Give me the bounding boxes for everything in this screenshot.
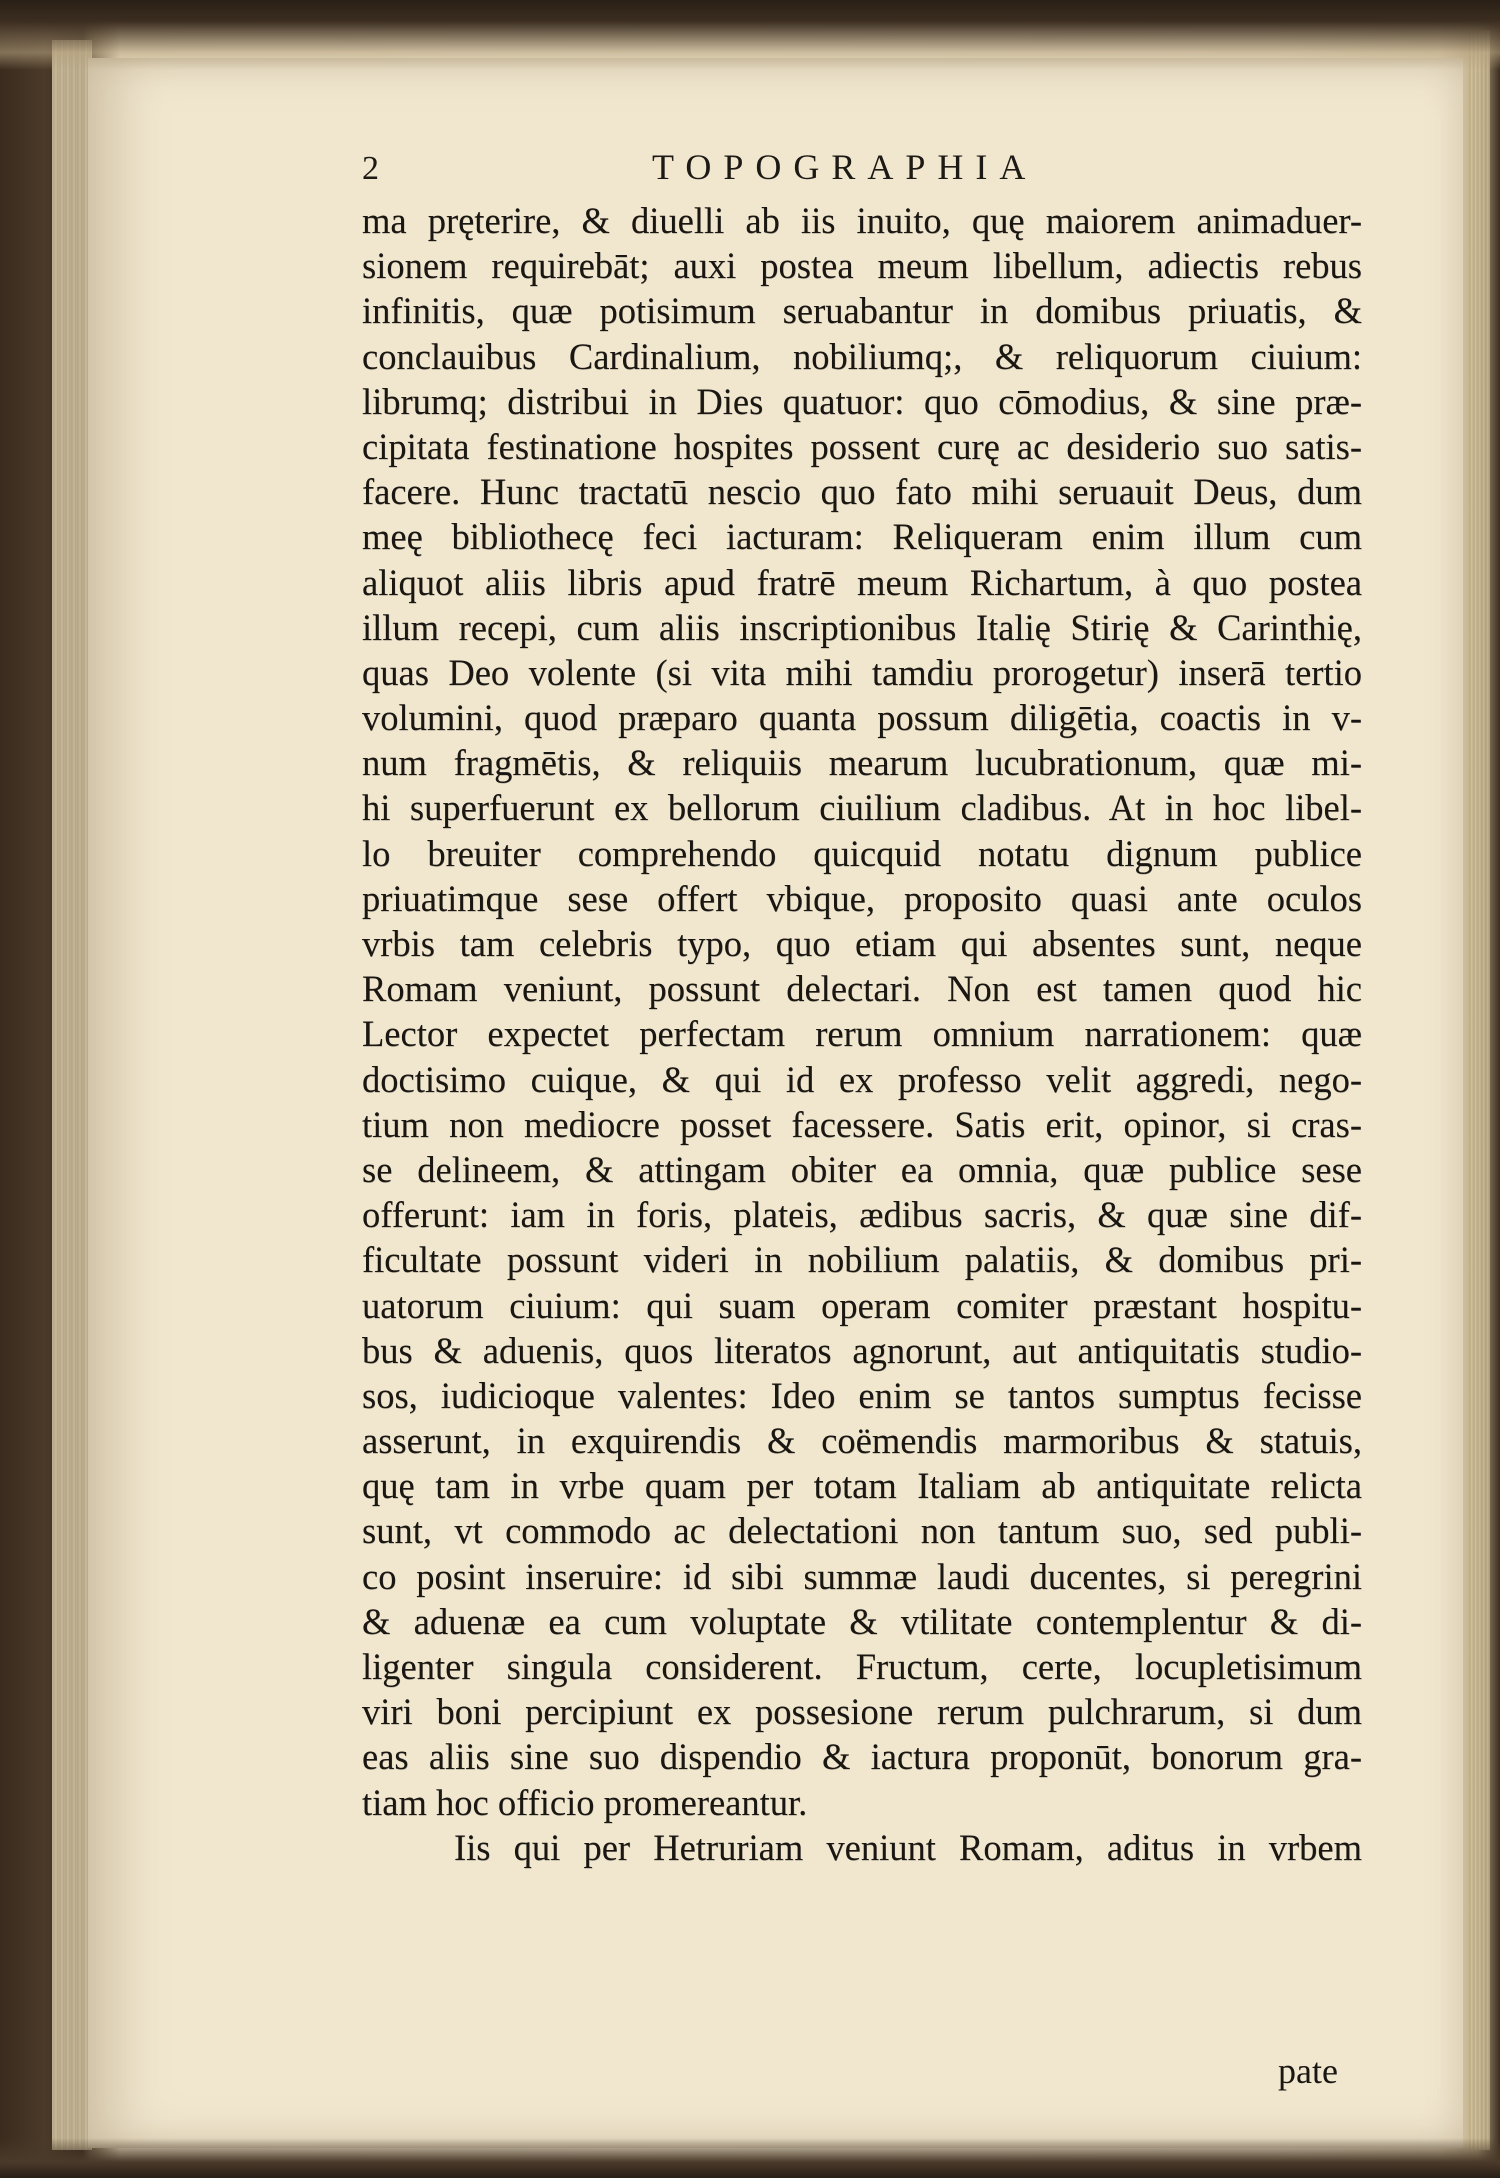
text-line: conclauibus Cardinalium, nobiliumq;, & reliquorum ciuium: (362, 335, 1362, 377)
text-line: librumq; distribui in Dies quatuor: quo cōmodius, & sine præ- (362, 380, 1362, 422)
binding-shadow-bottom (0, 2138, 1500, 2178)
text-line: cipitata festinatione hospites possent curę ac desiderio suo satis- (362, 425, 1362, 467)
text-line: num fragmētis, & reliquiis mearum lucubrationum, quæ mi- (362, 742, 1362, 784)
text-line: tium non mediocre posset facessere. Satis erit, opinor, si cras- (362, 1103, 1362, 1145)
text-line: Romam veniunt, possunt delectari. Non est tamen quod hic (362, 968, 1362, 1010)
body-text (362, 198, 1362, 1870)
text-line: asserunt, in exquirendis & coëmendis marmoribus & statuis, (362, 1420, 1362, 1462)
text-line: ligenter singula considerent. Fructum, certe, locupletisimum (362, 1646, 1362, 1687)
text-line-paragraph-start: Iis qui per Hetruriam veniunt Romam, aditus in vrbem (454, 1826, 1362, 1868)
text-line: aliquot aliis libris apud fratrē meum Richartum, à quo postea (362, 561, 1362, 603)
running-head: TOPOGRAPHIA (652, 147, 1038, 187)
text-line: viri boni percipiunt ex possesione rerum pulchrarum, si dum (362, 1691, 1362, 1733)
text-line-paragraph-end: tiam hoc officio promereantur. (362, 1781, 808, 1823)
text-line: uatorum ciuium: qui suam operam comiter præstant hospitu- (362, 1284, 1362, 1326)
text-line: meę bibliothecę feci iacturam: Reliqueram enim illum cum (362, 516, 1362, 558)
text-line: sos, iudicioque valentes: Ideo enim se tantos sumptus fecisse (362, 1374, 1362, 1416)
text-line: quę tam in vrbe quam per totam Italiam ab antiquitate relicta (362, 1465, 1362, 1507)
text-line: facere. Hunc tractatū nescio quo fato mihi seruauit Deus, dum (362, 471, 1362, 513)
text-line: eas aliis sine suo dispendio & iactura proponūt, bonorum gra- (362, 1736, 1362, 1778)
text-line: Lector expectet perfectam rerum omnium narrationem: quæ (362, 1013, 1362, 1055)
text-line: illum recepi, cum aliis inscriptionibus Italię Stirię & Carinthię, (362, 606, 1362, 648)
text-line: sionem requirebāt; auxi postea meum libellum, adiectis rebus (362, 245, 1362, 287)
text-line: volumini, quod præparo quanta possum diligētia, coactis in v- (362, 697, 1362, 739)
binding-shadow-top (0, 0, 1500, 70)
text-line: bus & aduenis, quos literatos agnorunt, aut antiquitatis studio- (362, 1329, 1362, 1371)
catchword: pate (1278, 2051, 1338, 2091)
text-line: doctisimo cuique, & qui id ex professo velit aggredi, nego- (362, 1058, 1362, 1100)
text-line: lo breuiter comprehendo quicquid notatu dignum publice (362, 832, 1362, 874)
page-number: 2 (362, 150, 379, 187)
text-line: se delineem, & attingam obiter ea omnia, quæ publice sese (362, 1148, 1362, 1190)
text-line: priuatimque sese offert vbique, proposito quasi ante oculos (362, 877, 1362, 919)
page-edges-left (52, 40, 92, 2150)
text-line: ficultate possunt videri in nobilium palatiis, & domibus pri- (362, 1239, 1362, 1281)
text-line: ma pręterire, & diuelli ab iis inuito, quę maiorem animaduer- (362, 200, 1362, 241)
text-line: sunt, vt commodo ac delectationi non tantum suo, sed publi- (362, 1510, 1362, 1552)
text-line: hi superfuerunt ex bellorum ciuilium cladibus. At in hoc libel- (362, 787, 1362, 829)
text-line: infinitis, quæ potisimum seruabantur in domibus priuatis, & (362, 290, 1362, 332)
text-line: quas Deo volente (si vita mihi tamdiu prorogetur) inserā tertio (362, 651, 1362, 693)
text-line: vrbis tam celebris typo, quo etiam qui absentes sunt, neque (362, 923, 1362, 964)
text-line: & aduenæ ea cum voluptate & vtilitate contemplentur & di- (362, 1600, 1362, 1642)
text-line: co posint inseruire: id sibi summæ laudi ducentes, si peregrini (362, 1555, 1362, 1597)
text-line: offerunt: iam in foris, plateis, ædibus sacris, & quæ sine dif- (362, 1194, 1362, 1236)
page-edges-right (1468, 30, 1490, 2150)
